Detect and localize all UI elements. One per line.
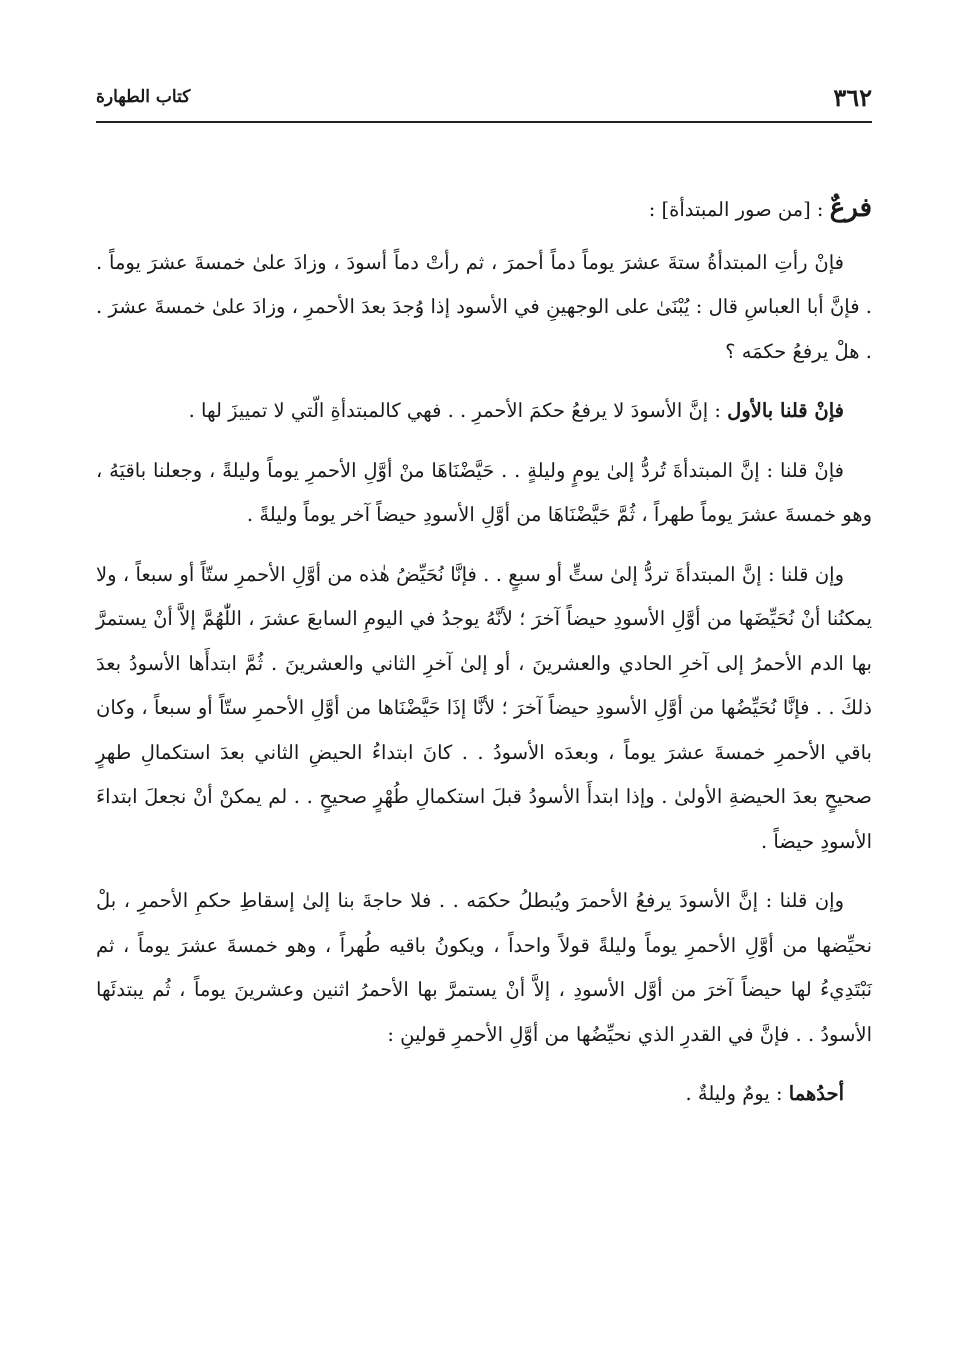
paragraph-4-text: وإن قلنا : إنَّ المبتدأةَ تردُّ إلىٰ ستٍّ أو سبعٍ . . فإنَّا نُحَيِّضُ هٰذه من أوَّلِ الأحمرِ ستّاً أو سبعاً ، ولا يمكنُنا أنْ نُحَيِّضَها من أوَّلِ الأسودِ حيضاً آخرَ ؛ لأنَّهُ يوجدُ في اليومِ السابعَ عشرَ ، اللّٰهُمَّ إلاَّ أنْ يستمرَّ بها الدم الأحمرُ إلى آخرِ الحادي والعشرينَ ، أو إلىٰ آخرِ الثاني والعشرينَ . ثُمَّ ابتدأَها الأسودُ بعدَ ذلكَ . . فإنَّا نُحَيِّضُها من أوَّلِ الأسودِ حيضاً آخرَ ؛ لأنَّا إذَا حَيَّضْنَاها من أوَّلِ الأحمرِ ستّاً أو سبعاً ، وكان باقي الأحمرِ خمسةَ عشرَ يوماً ، وبعدَه الأسودُ . . كانَ ابتداءُ الحيضِ الثاني بعدَ استكمالِ طهرٍ صحيحٍ بعدَ الحيضةِ الأولىٰ . وإذا ابتدأَ الأسودُ قبلَ استكمالِ طُهْرٍ صحيحٍ . . لم يمكنْ أنْ نجعلَ ابتداءَ الأسودِ حيضاً . bbox=[96, 562, 872, 853]
paragraph-3 bbox=[96, 449, 872, 538]
section-heading bbox=[96, 186, 872, 233]
paragraph-6-lead: أحدُهما bbox=[788, 1082, 844, 1105]
header-rule bbox=[96, 121, 872, 123]
section-heading-text: : [من صور المبتدأة] : bbox=[648, 198, 830, 221]
paragraph-1-text: فإنْ رأتِ المبتدأةُ ستةَ عشرَ يوماً دماً أحمرَ ، ثم رأتْ دماً أسودَ ، وزادَ علىٰ خمسةَ عشرَ يوماً . . فإنَّ أبا العباسِ قال : يُبْنَىٰ على الوجهينِ في الأسود إذا وُجدَ بعدَ الأحمرِ ، وزادَ علىٰ خمسةَ عشرَ . . هلْ يرفعُ حكمَه ؟ bbox=[96, 250, 872, 363]
document-page bbox=[96, 0, 872, 1367]
running-header bbox=[96, 78, 872, 116]
paragraph-3-text: فإنْ قلنا : إنَّ المبتدأةَ تُردُّ إلىٰ يومٍ وليلةٍ . . حَيَّضْنَاهَا منْ أوَّلِ الأحمرِ يوماً وليلةً ، وجعلنا باقيَهُ ، وهو خمسةَ عشرَ يوماً طهراً ، ثُمَّ حَيَّضْنَاهَا من أوَّلِ الأسودِ حيضاً آخر يوماً وليلةً . bbox=[96, 458, 872, 526]
book-title: كتاب الطهارة bbox=[96, 87, 191, 107]
page-number: ٣٦٢ bbox=[833, 82, 872, 112]
paragraph-6-text: : يومٌ وليلةٌ . bbox=[685, 1082, 789, 1105]
paragraph-5 bbox=[96, 879, 872, 1057]
paragraph-1 bbox=[96, 241, 872, 375]
paragraph-2-lead: فإنْ قلنا بالأول bbox=[727, 399, 844, 422]
paragraph-4 bbox=[96, 553, 872, 865]
paragraph-2-text: : إنَّ الأسودَ لا يرفعُ حكمَ الأحمرِ . . فهي كالمبتدأةِ الّتي لا تمييزَ لها . bbox=[188, 399, 728, 422]
page-body bbox=[96, 186, 872, 1132]
paragraph-6 bbox=[96, 1072, 872, 1117]
paragraph-5-text: وإن قلنا : إنَّ الأسودَ يرفعُ الأحمرَ ويُبطلُ حكمَه . . فلا حاجةَ بنا إلىٰ إسقاطِ حكمِ الأحمرِ ، بلْ نحيِّضها من أوَّلِ الأحمرِ يوماً وليلةً قولاً واحداً ، ويكونُ باقيه طُهراً ، وهو خمسةَ عشرَ يوماً ، ثم نَبْتَدِيءُ لها حيضاً آخرَ من أوَّل الأسودِ ، إلاَّ أنْ يستمرَّ بها الأحمرُ اثنين وعشرينَ يوماً ، ثُم يبتدئَها الأسودُ . . فإنَّ في القدرِ الذي نحيِّضُها من أوَّلِ الأحمرِ قولينِ : bbox=[96, 889, 872, 1046]
section-heading-word: فرعٌ bbox=[829, 193, 872, 223]
paragraph-2 bbox=[96, 389, 872, 434]
